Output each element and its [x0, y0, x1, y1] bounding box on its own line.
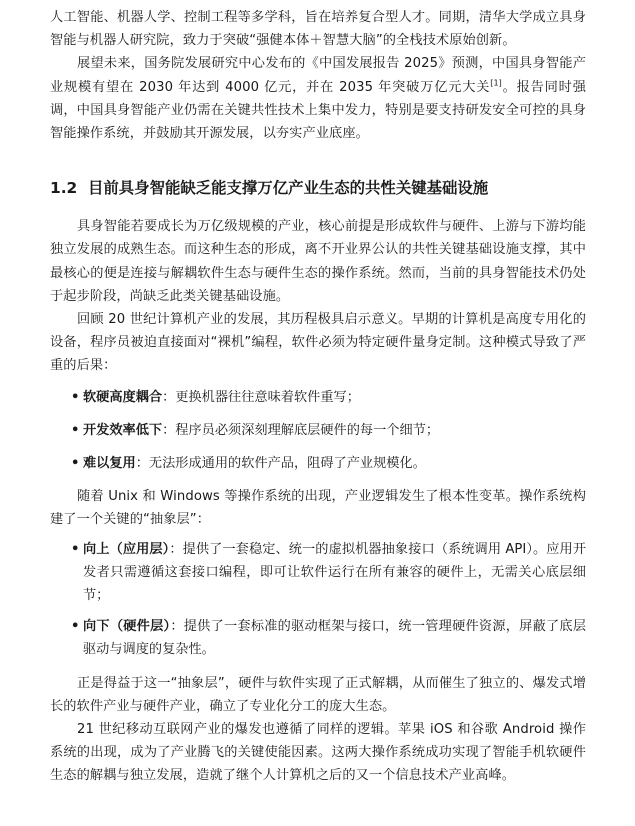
paragraph-history: 回顾 20 世纪计算机产业的发展，其历程极具启示意义。早期的计算机是高度专用化的设备，程序员被迫直接面对“裸机”编程，软件必须为特定硬件量身定制。这种模式导致了严重的后果： — [50, 312, 586, 374]
citation-1[interactable]: [1] — [490, 78, 502, 88]
paragraph-abstraction: 正是得益于这一“抽象层”，硬件与软件实现了正式解耦，从而催生了独立的、爆发式增长的软件产业与硬件产业，确立了专业化分工的庞大生态。 — [50, 675, 586, 714]
list-item-term: 向下（硬件层） — [83, 619, 171, 635]
section-heading — [50, 177, 586, 199]
list-item-text: ：更换机器往往意味着软件重写； — [162, 389, 360, 405]
list-item-text: ：提供了一套稳定、统一的虚拟机器抽象接口（系统调用 API）。应用开发者只需遵循这套接口编程，即可让软件运行在所有兼容的硬件上，无需关心底层细节； — [83, 541, 587, 604]
document-page — [50, 6, 586, 788]
section-title: 目前具身智能缺乏能支撑万亿产业生态的共性关键基础设施 — [88, 179, 489, 198]
list-item — [50, 538, 586, 608]
bullet-icon: • — [71, 422, 80, 438]
list-item — [50, 419, 586, 442]
list-item-term: 开发效率低下 — [83, 422, 163, 438]
top-paragraph: 人工智能、机器人学、控制工程等多学科，旨在培养复合型人才。同期，清华大学成立具身智能与机器人研究院，致力于突破“强健本体＋智慧大脑”的全栈技术原始创新。 — [50, 10, 586, 49]
list-item-term: 软硬高度耦合 — [83, 389, 163, 405]
list-item — [50, 615, 586, 661]
consequences-list — [50, 386, 586, 476]
bullet-icon: • — [71, 456, 80, 472]
list-item-term: 向上（应用层） — [83, 541, 170, 557]
list-item — [50, 386, 586, 409]
section-number: 1.2 — [50, 179, 78, 198]
bullet-icon: • — [71, 541, 80, 557]
bullet-icon: • — [71, 619, 80, 635]
outlook-text-cont: 。报告同时强调，中国具身智能产业仍需在关键共性技术上集中发力，特别是要支持研发安全可控的具身智能操作系统，并鼓励其开源发展，以夯实产业底座。 — [50, 79, 586, 142]
paragraph-ecosystem: 具身智能若要成长为万亿级规模的产业，核心前提是形成软件与硬件、上游与下游均能独立发展的成熟生态。而这种生态的形成，离不开业界公认的共性关键基础设施支撑，其中最核心的便是连接与解耦软件生态与硬件生态的操作系统。然而，当前的具身智能技术仍处于起步阶段，尚缺乏此类关键基础设施。 — [50, 219, 586, 304]
list-item-text: ：提供了一套标准的驱动框架与接口，统一管理硬件资源，屏蔽了底层驱动与调度的复杂性。 — [83, 619, 587, 658]
bullet-icon: • — [71, 389, 80, 405]
outlook-text: 展望未来，国务院发展研究中心发布的《中国发展报告 2025》预测，中国具身智能产业规模有望在 2030 年达到 4000 亿元，并在 2035 年突破万亿元大关 — [50, 56, 586, 95]
layers-list — [50, 538, 586, 662]
paragraph-mobile: 21 世纪移动互联网产业的爆发也遵循了同样的逻辑。苹果 iOS 和谷歌 Android 操作系统的出现，成为了产业腾飞的关键使能因素。这两大操作系统成功实现了智能手机软硬件生态的解耦与独立发展，造就了继个人计算机之后的又一个信息技术产业高峰。 — [50, 722, 586, 784]
list-item — [50, 452, 586, 475]
paragraph-os: 随着 Unix 和 Windows 等操作系统的出现，产业逻辑发生了根本性变革。操作系统构建了一个关键的“抽象层”： — [50, 489, 586, 528]
list-item-text: ：无法形成通用的软件产品，阻碍了产业规模化。 — [135, 456, 426, 472]
outlook-paragraph — [50, 52, 586, 145]
list-item-term: 难以复用 — [83, 456, 136, 472]
list-item-text: ：程序员必须深刻理解底层硬件的每一个细节； — [162, 422, 440, 438]
